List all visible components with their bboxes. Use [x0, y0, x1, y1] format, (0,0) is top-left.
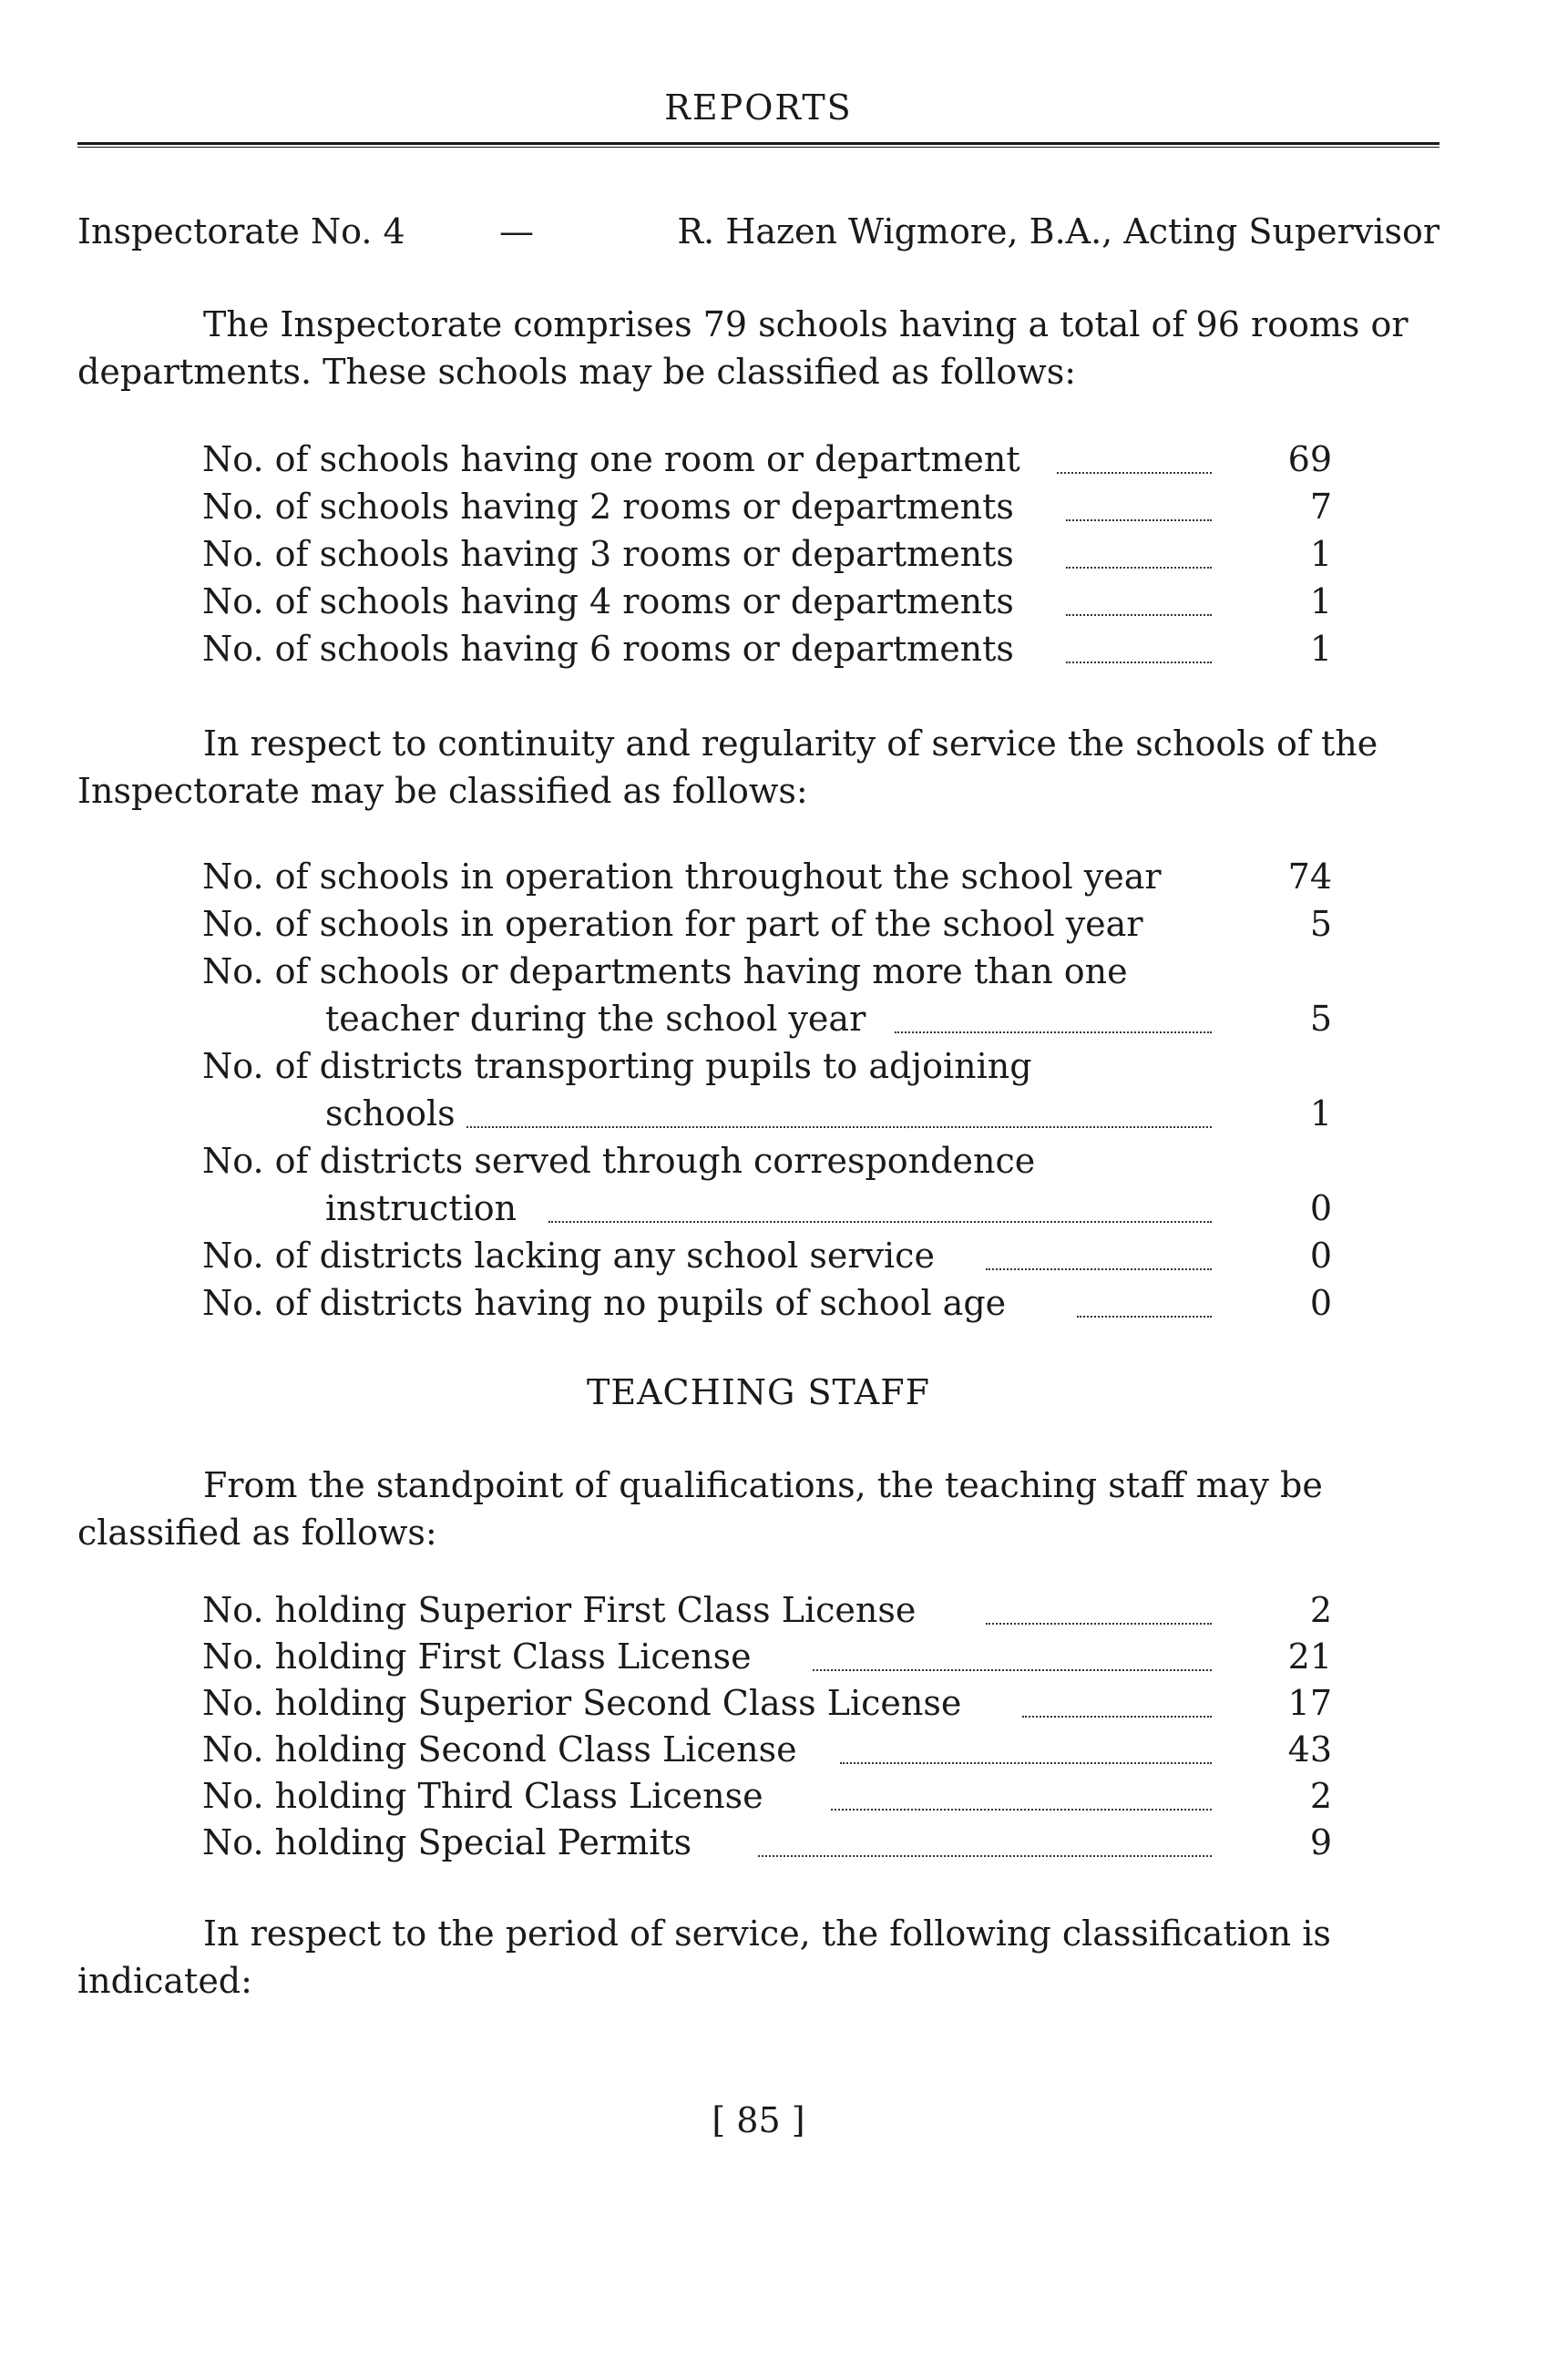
list-item-continued — [202, 1093, 1332, 1141]
item-label: No. holding Second Class License — [202, 1729, 797, 1770]
leader-dots — [840, 1762, 1212, 1764]
item-value: 74 — [1287, 857, 1332, 897]
section-heading: TEACHING STAFF — [587, 1372, 930, 1412]
leader-dots — [758, 1855, 1212, 1857]
list-item — [202, 1822, 1332, 1870]
item-label: No. of schools in operation throughout the school year — [202, 857, 1162, 897]
item-value: 1 — [1309, 1093, 1332, 1134]
inspectorate-dash: — — [499, 211, 534, 251]
list-item — [202, 439, 1332, 487]
item-value: 0 — [1309, 1236, 1332, 1276]
leader-dots — [831, 1809, 1212, 1811]
item-label: No. holding Superior First Class License — [202, 1590, 917, 1630]
item-value: 5 — [1309, 999, 1332, 1039]
service-paragraph: In respect to the period of service, the following classification is indicated: — [77, 1913, 1331, 2001]
item-label: No. holding First Class License — [202, 1636, 752, 1677]
inspectorate-name: Inspectorate No. 4 — [77, 211, 405, 251]
leader-dots — [466, 1126, 1212, 1128]
list-item — [202, 1590, 1332, 1637]
item-label: No. holding Superior Second Class License — [202, 1683, 962, 1723]
list-item — [202, 1283, 1332, 1330]
item-label: No. of schools having one room or department — [202, 439, 1020, 479]
list-item — [202, 951, 1332, 999]
intro-paragraph: The Inspectorate comprises 79 schools having a total of 96 rooms or departments. These schools may be classified as follows: — [77, 304, 1409, 392]
list-item-continued — [202, 999, 1332, 1046]
list-item — [202, 1683, 1332, 1730]
item-label: No. of schools having 6 rooms or departments — [202, 629, 1014, 669]
leader-dots — [1022, 1716, 1212, 1718]
item-value: 5 — [1309, 904, 1332, 944]
list-item — [202, 1236, 1332, 1283]
list-item — [202, 487, 1332, 534]
item-value: 1 — [1309, 581, 1332, 621]
staff-paragraph: From the standpoint of qualifications, the teaching staff may be classified as follows: — [77, 1465, 1323, 1553]
list-item — [202, 904, 1332, 951]
item-label: No. of schools in operation for part of the school year — [202, 904, 1143, 944]
leader-dots — [1057, 472, 1212, 474]
item-label-continued: schools — [325, 1093, 456, 1134]
item-value: 21 — [1287, 1636, 1332, 1677]
list-item — [202, 1776, 1332, 1823]
supervisor-name: R. Hazen Wigmore, B.A., Acting Supervisor — [677, 211, 1439, 251]
item-value: 0 — [1309, 1283, 1332, 1323]
leader-dots — [1077, 1316, 1212, 1318]
list-item — [202, 1729, 1332, 1777]
item-value: 2 — [1309, 1590, 1332, 1630]
item-label: No. of districts transporting pupils to adjoining — [202, 1046, 1032, 1086]
item-value: 1 — [1309, 629, 1332, 669]
header-rule — [77, 142, 1439, 145]
list-item — [202, 1046, 1332, 1093]
list-item — [202, 1636, 1332, 1684]
leader-dots — [986, 1623, 1212, 1625]
continuity-paragraph: In respect to continuity and regularity of service the schools of the Inspectorate may be classified as follows: — [77, 723, 1378, 811]
item-value: 43 — [1287, 1729, 1332, 1770]
leader-dots — [986, 1268, 1212, 1270]
leader-dots — [1066, 614, 1212, 616]
item-label-continued: instruction — [325, 1188, 517, 1228]
list-item — [202, 857, 1332, 904]
header-rule-thin — [77, 147, 1439, 148]
item-value: 0 — [1309, 1188, 1332, 1228]
item-label: No. holding Third Class License — [202, 1776, 763, 1816]
item-label-continued: teacher during the school year — [325, 999, 866, 1039]
item-label: No. of schools having 3 rooms or departments — [202, 534, 1014, 574]
leader-dots — [895, 1031, 1212, 1033]
leader-dots — [1066, 662, 1212, 663]
item-label: No. holding Special Permits — [202, 1822, 692, 1862]
leader-dots — [1066, 567, 1212, 569]
list-item — [202, 629, 1332, 676]
item-value: 17 — [1287, 1683, 1332, 1723]
item-label: No. of schools having 2 rooms or departments — [202, 487, 1014, 527]
item-value: 1 — [1309, 534, 1332, 574]
item-label: No. of schools having 4 rooms or departments — [202, 581, 1014, 621]
list-item — [202, 1141, 1332, 1188]
page-number: [ 85 ] — [712, 2100, 805, 2140]
list-item-continued — [202, 1188, 1332, 1236]
item-label: No. of districts having no pupils of school age — [202, 1283, 1007, 1323]
item-label: No. of schools or departments having more than one — [202, 951, 1128, 991]
item-value: 9 — [1309, 1822, 1332, 1862]
item-value: 2 — [1309, 1776, 1332, 1816]
running-header: REPORTS — [664, 87, 853, 128]
leader-dots — [813, 1669, 1212, 1671]
item-value: 7 — [1309, 487, 1332, 527]
list-item — [202, 581, 1332, 629]
item-value: 69 — [1287, 439, 1332, 479]
leader-dots — [1066, 519, 1212, 521]
leader-dots — [548, 1221, 1212, 1223]
item-label: No. of districts lacking any school service — [202, 1236, 935, 1276]
item-label: No. of districts served through correspondence — [202, 1141, 1036, 1181]
list-item — [202, 534, 1332, 581]
